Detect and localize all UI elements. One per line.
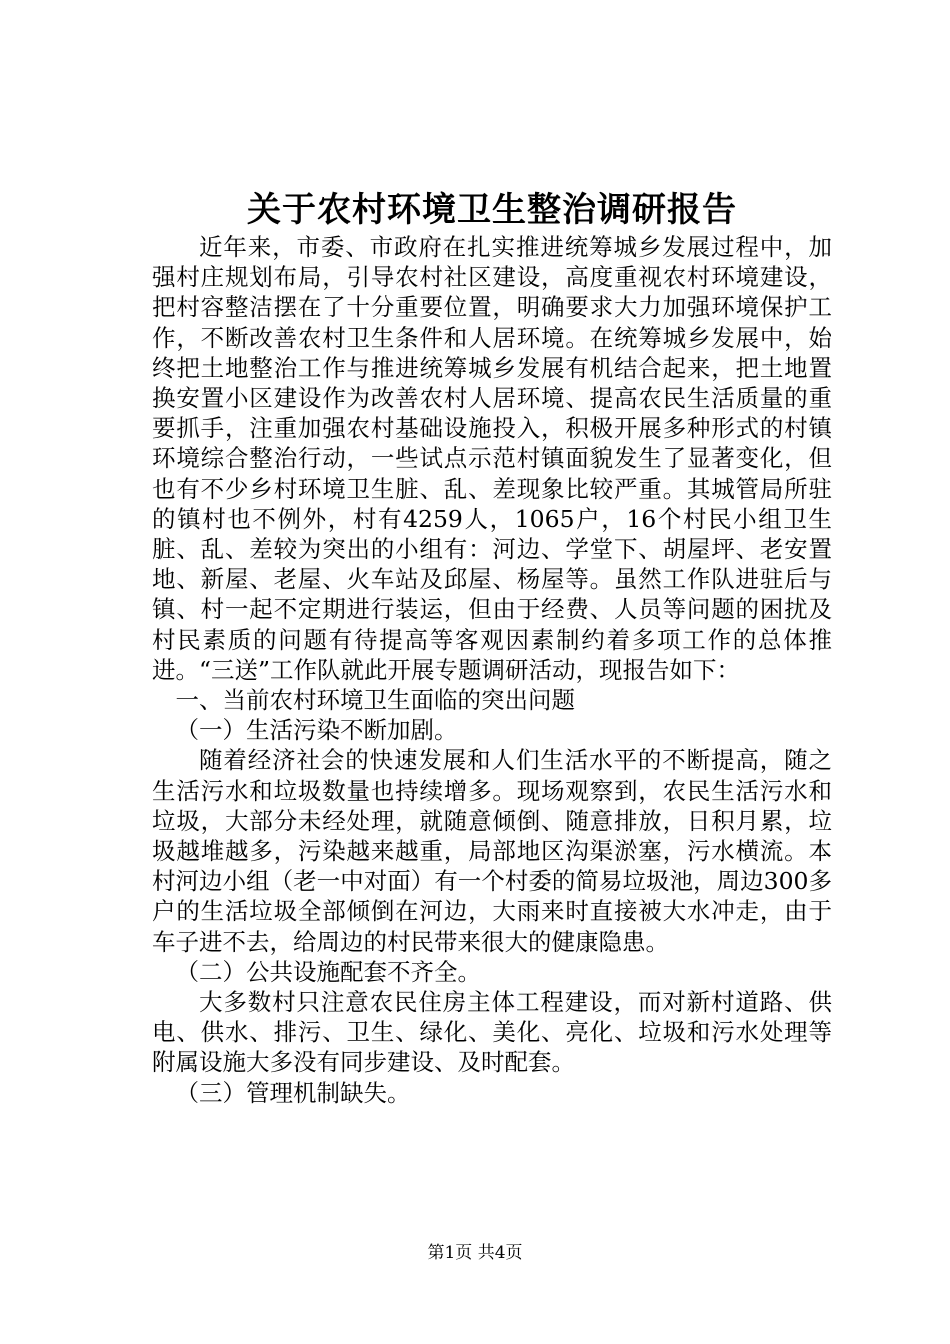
intro-paragraph: 近年来，市委、市政府在扎实推进统筹城乡发展过程中，加强村庄规划布局，引导农村社区建设，高度重视农村环境建设，把村容整洁摆在了十分重要位置，明确要求大力加强环境保护工作，不断改善农村卫生条件和人居环境。在统筹城乡发展中，始终把土地整治工作与推进统筹城乡发展有机结合起来，把土地置换安置小区建设作为改善农村人居环境、提高农民生活质量的重要抓手，注重加强农村基础设施投入，积极开展多种形式的村镇环境综合整治行动，一些试点示范村镇面貌发生了显著变化，但也有不少乡村环境卫生脏、乱、差现象比较严重。其城管局所驻的镇村也不例外，村有4259人，1065户，16个村民小组卫生脏、乱、差较为突出的小组有：河边、学堂下、胡屋坪、老安置地、新屋、老屋、火车站及邱屋、杨屋等。虽然工作队进驻后与镇、村一起不定期进行装运，但由于经费、人员等问题的困扰及村民素质的问题有待提高等客观因素制约着多项工作的总体推进。“三送”工作队就此开展专题调研活动，现报告如下：: [152, 233, 832, 684]
page-footer: 第1页 共4页: [427, 1243, 523, 1263]
document-body: [152, 190, 832, 1108]
section-heading-1: 一、当前农村环境卫生面临的突出问题: [175, 686, 575, 715]
subsection-heading-2: （二）公共设施配套不齐全。: [175, 957, 481, 986]
subsection-body-2: 大多数村只注意农民住房主体工程建设，而对新村道路、供电、供水、排污、卫生、绿化、美化、亮化、垃圾和污水处理等附属设施大多没有同步建设、及时配套。: [152, 988, 832, 1077]
subsection-heading-3: （三）管理机制缺失。: [175, 1078, 411, 1107]
subsection-heading-1: （一）生活污染不断加剧。: [175, 716, 458, 745]
subsection-body-1: 随着经济社会的快速发展和人们生活水平的不断提高，随之生活污水和垃圾数量也持续增多。现场观察到，农民生活污水和垃圾，大部分未经处理，就随意倾倒、随意排放，日积月累，垃圾越堆越多，污染越来越重，局部地区沟渠淤塞，污水横流。本村河边小组（老一中对面）有一个村委的简易垃圾池，周边300多户的生活垃圾全部倾倒在河边，大雨来时直接被大水冲走，由于车子进不去，给周边的村民带来很大的健康隐患。: [152, 746, 832, 956]
document-title: 关于农村环境卫生整治调研报告: [247, 190, 737, 230]
